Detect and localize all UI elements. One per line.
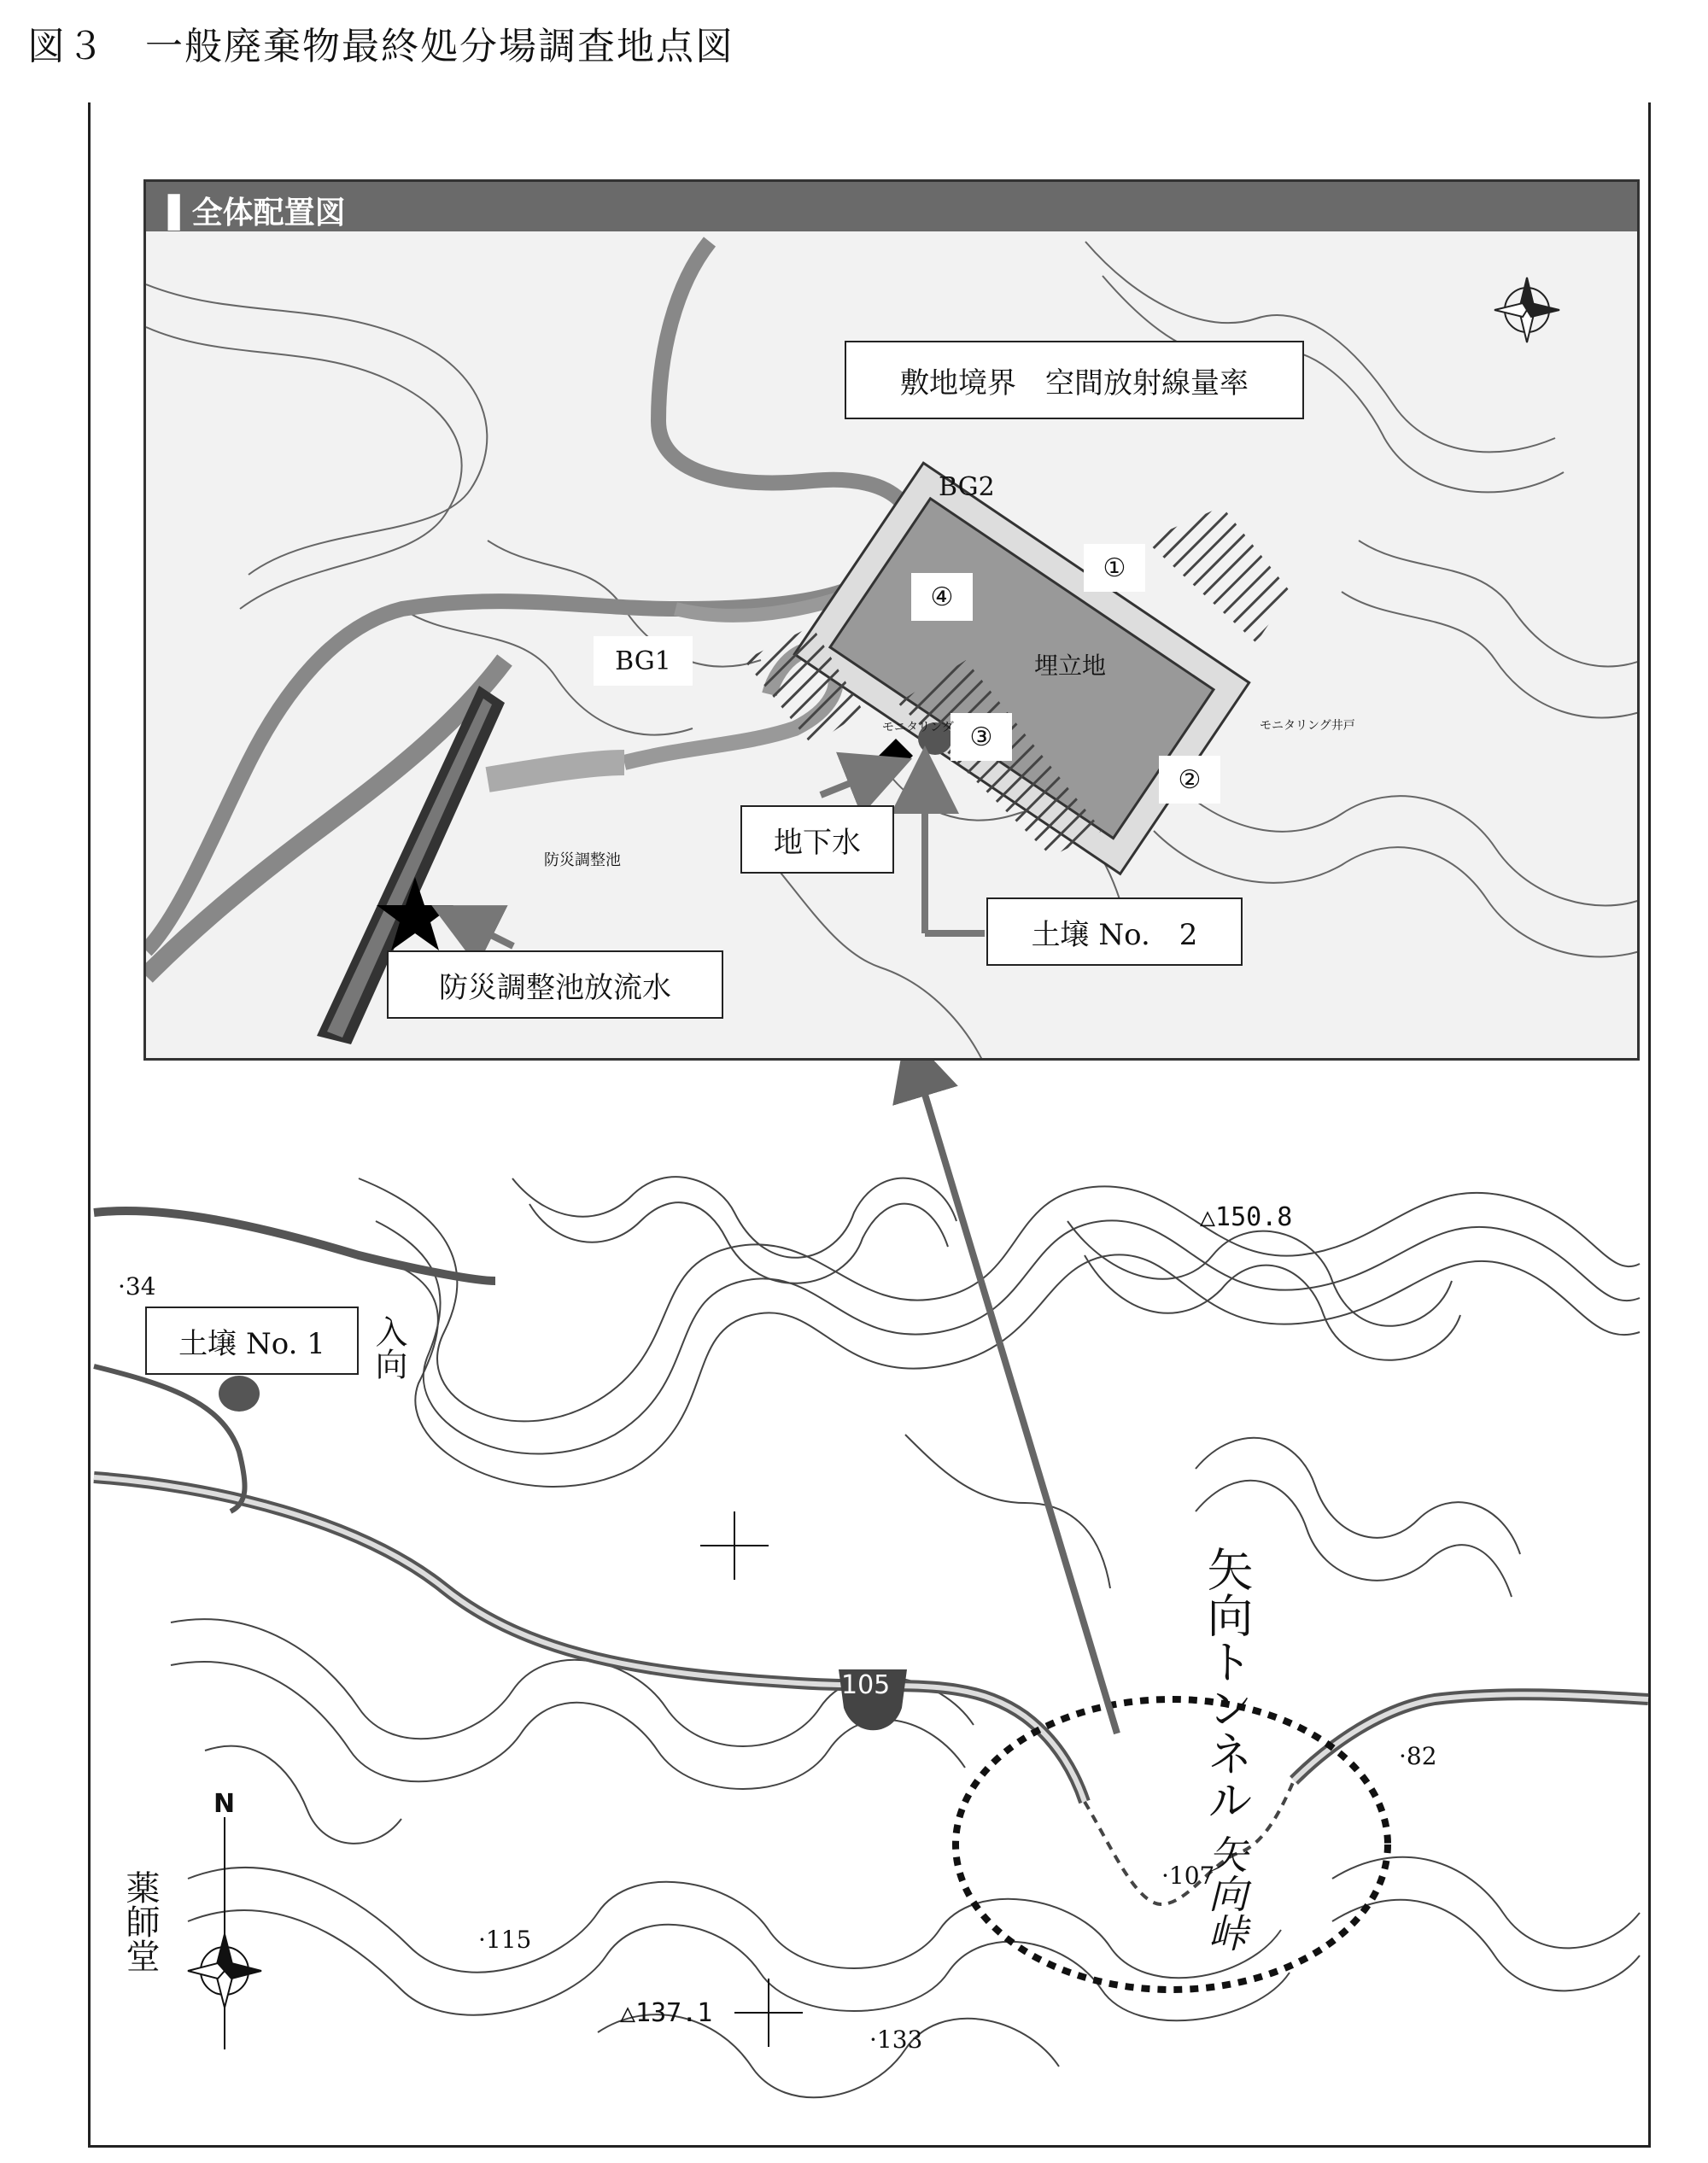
site-layout-inset: [143, 179, 1640, 1061]
elevation-150: △150.8: [1200, 1202, 1293, 1232]
elevation-82: ·82: [1399, 1742, 1437, 1770]
point-4-label: ④: [911, 573, 973, 621]
groundwater-label: 地下水: [740, 805, 894, 874]
mukai-label: 入向: [370, 1315, 407, 1380]
bg1-label: BG1: [594, 636, 693, 686]
monitoring-well-small-label: モニタリング井戸: [1260, 719, 1355, 733]
figure-title: 図３ 一般廃棄物最終処分場調査地点図: [27, 25, 734, 68]
elevation-34: ·34: [118, 1272, 156, 1301]
point-3-label: ③: [951, 713, 1012, 761]
yakushido-label: 薬師堂: [120, 1870, 160, 1973]
bg2-label: BG2: [939, 472, 995, 502]
elevation-115: ·115: [478, 1926, 532, 1954]
landfill-label: 埋立地: [1034, 652, 1107, 680]
north-arrow-icon: [188, 1817, 261, 2049]
discharge-label: 防災調整池放流水: [387, 950, 723, 1019]
point-1-label: ①: [1084, 544, 1145, 592]
site-layout-map: [146, 182, 1640, 1061]
elevation-133: ·133: [869, 2026, 923, 2054]
tunnel-area-circle: [956, 1699, 1388, 1990]
elevation-137: △137.1: [620, 1998, 713, 2028]
monitoring-small-label: モニタリング: [882, 721, 954, 734]
pass-name: 矢向峠: [1202, 1834, 1249, 1952]
pond-small-label: 防災調整池: [544, 851, 621, 869]
inset-title: ▌全体配置図: [168, 196, 346, 231]
north-letter: N: [214, 1789, 236, 1819]
soil-2-label: 土壌 No. 2: [986, 897, 1243, 966]
route-105-label: 105: [841, 1670, 891, 1700]
location-pointer-arrow: [915, 1063, 1117, 1733]
soil-1-label: 土壌 No. 1: [145, 1307, 359, 1375]
soil-sample-1-marker: [219, 1376, 260, 1412]
elevation-107: ·107: [1161, 1862, 1215, 1890]
point-2-label: ②: [1159, 756, 1220, 804]
boundary-dose-label: 敷地境界 空間放射線量率: [845, 341, 1304, 419]
crosshair-markers: [700, 1511, 803, 2047]
tunnel-name: 矢向トンネル: [1200, 1546, 1254, 1822]
